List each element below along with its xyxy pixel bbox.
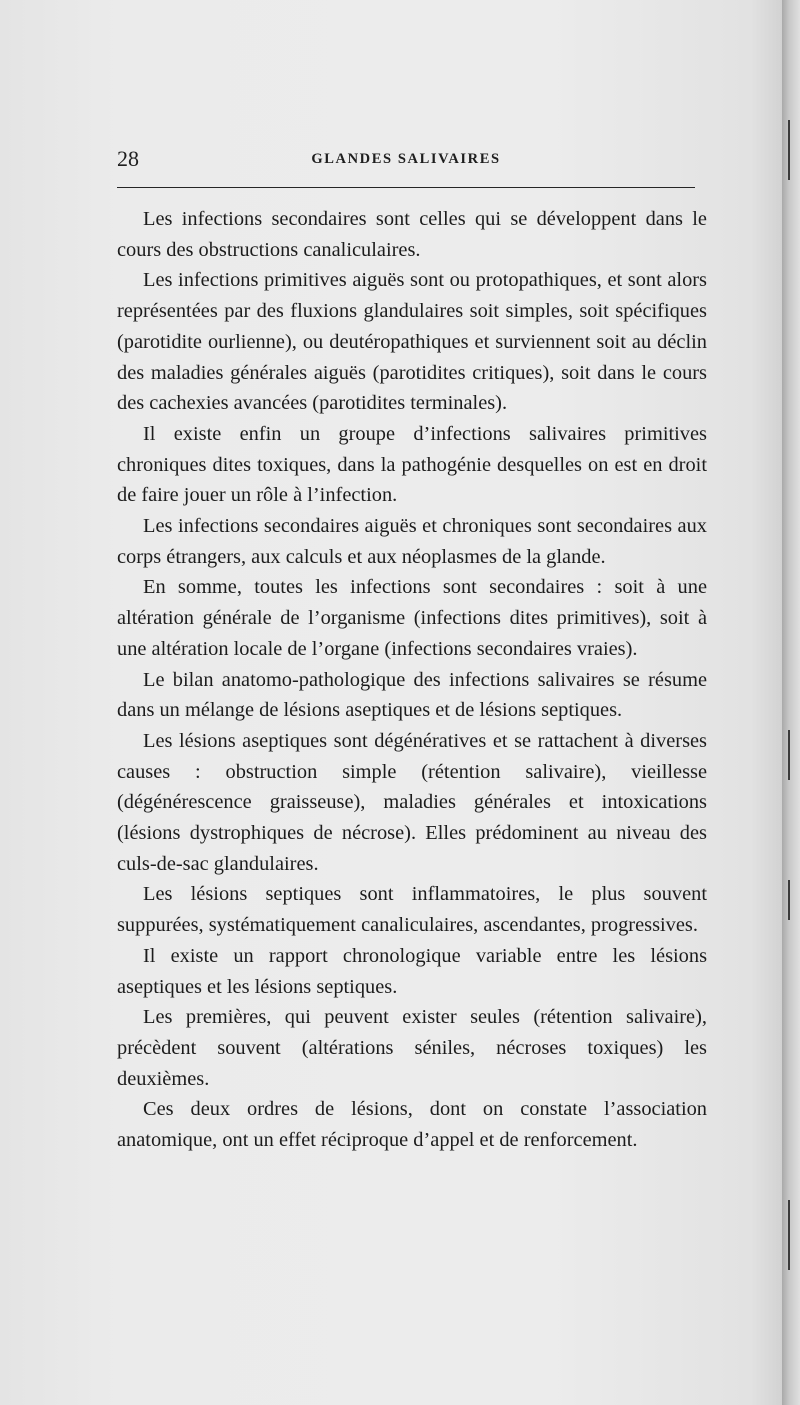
paragraph-7: Les lésions aseptiques sont dégénératives et se rattachent à diverses causes : obstruction simple (rétention salivaire), vieillesse (dégénérescence graisseuse), maladies générales et intoxications (lésions dystrophiques de nécrose). Elles prédominent au niveau des culs-de-sac glandulaires.: [117, 729, 707, 875]
gutter-mark: [788, 730, 790, 780]
paragraph-4: Les infections secondaires aiguës et chroniques sont secondaires aux corps étrangers, aux calculs et aux néoplasmes de la glande.: [117, 515, 707, 568]
gutter-mark: [788, 120, 790, 180]
book-gutter-edge: [782, 0, 800, 1405]
gutter-mark: [788, 1200, 790, 1270]
paragraph-3: Il existe enfin un groupe d’infections salivaires primitives chroniques dites toxiques, dans la pathogénie desquelles on est en droit de faire jouer un rôle à l’infection.: [117, 422, 707, 507]
page-header: [117, 146, 695, 178]
paragraph-6: Le bilan anatomo-pathologique des infections salivaires se résume dans un mélange de lésions aseptiques et de lésions septiques.: [117, 668, 707, 722]
paragraph-1: Les infections secondaires sont celles qui se développent dans le cours des obstructions canaliculaires.: [117, 208, 707, 261]
paragraph-10: Les premières, qui peuvent exister seules (rétention salivaire), précèdent souvent (altérations séniles, nécroses toxiques) les deuxièmes.: [117, 1006, 707, 1090]
paragraph-9: Il existe un rapport chronologique variable entre les lésions aseptiques et les lésions septiques.: [117, 944, 707, 998]
paragraph-2: Les infections primitives aiguës sont ou protopathiques, et sont alors représentées par des fluxions glandulaires soit simples, soit spécifiques (parotidite ourlienne), ou deutéropathiques et surviennent soit au déclin des maladies générales aiguës (parotidites critiques), soit dans le cours des cachexies avancées (parotidites terminales).: [117, 269, 707, 415]
paragraph-5: En somme, toutes les infections sont secondaires : soit à une altération générale de l’organisme (infections dites primitives), soit à une altération locale de l’organe (infections secondaires vraies).: [117, 576, 707, 660]
body-text: [117, 204, 707, 1156]
paragraph-11: Ces deux ordres de lésions, dont on constate l’association anatomique, ont un effet réciproque d’appel et de renforcement.: [117, 1098, 707, 1152]
header-rule: [117, 187, 695, 188]
running-title: GLANDES SALIVAIRES: [311, 151, 501, 167]
paragraph-8: Les lésions septiques sont inflammatoires, le plus souvent suppurées, systématiquement canaliculaires, ascendantes, progressives.: [117, 883, 707, 937]
gutter-mark: [788, 880, 790, 920]
page-number: 28: [117, 146, 139, 171]
